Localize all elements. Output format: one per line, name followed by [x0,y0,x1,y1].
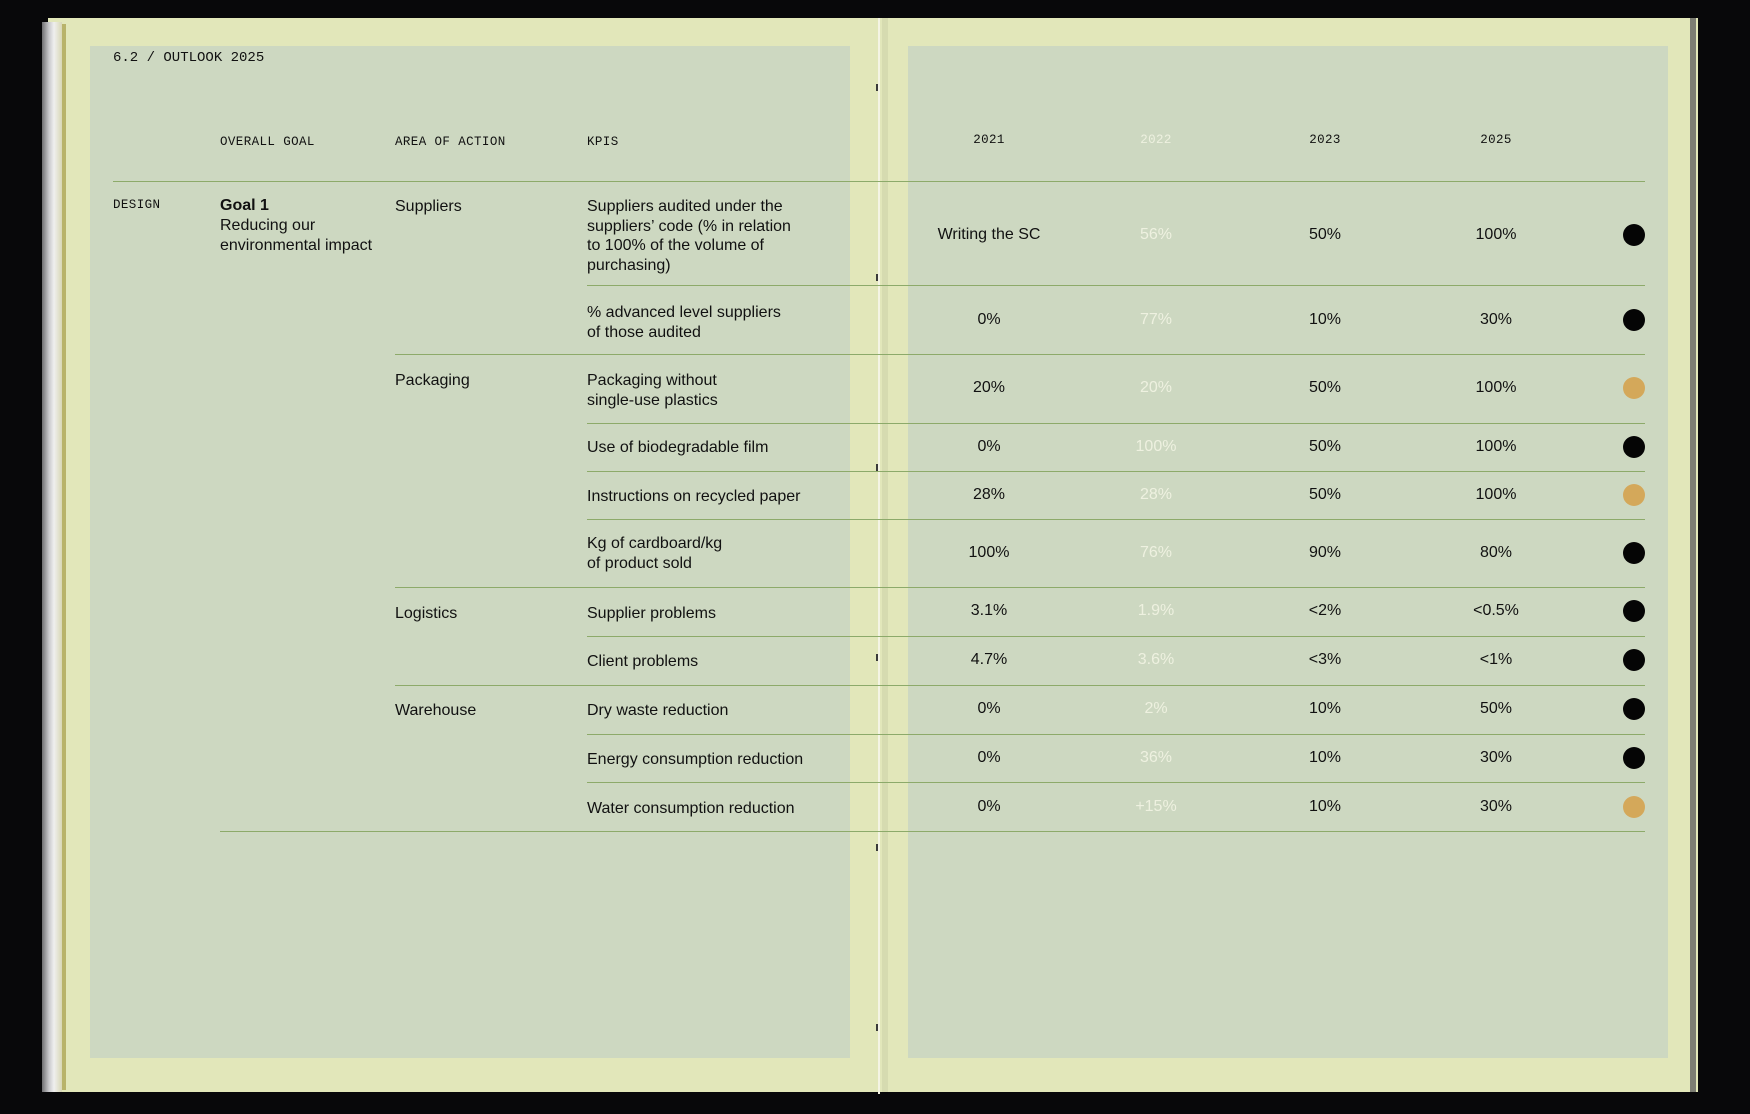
kpi-label: Dry waste reduction [587,702,729,719]
value-2023: 50% [1308,438,1342,455]
row-separator [587,471,1645,472]
status-dot [1623,747,1645,769]
book-spine [42,22,62,1092]
status-dot [1623,436,1645,458]
row-separator [587,519,1645,520]
value-2021: 0% [977,438,1001,455]
kpi-label: Water consumption reduction [587,800,795,817]
value-2021: 0% [977,798,1001,815]
value-2023: 90% [1308,544,1342,561]
kpi-label: Packaging without single-use plastics [587,372,718,409]
header-year-2025: 2025 [1480,133,1512,147]
goal-description: Reducing our environmental impact [220,217,373,254]
status-dot [1623,377,1645,399]
value-2021: Writing the SC [937,226,1041,243]
status-dot [1623,796,1645,818]
row-separator [587,285,1645,286]
status-dot [1623,698,1645,720]
value-2021: 3.1% [970,602,1008,619]
value-2023: 10% [1308,798,1342,815]
binding-stitch [876,274,878,281]
value-2021: 0% [977,700,1001,717]
value-2023: 50% [1308,226,1342,243]
value-2022: 28% [1139,486,1173,503]
area-suppliers: Suppliers [395,198,462,215]
status-dot [1623,309,1645,331]
value-2025: 100% [1475,438,1517,455]
row-separator [395,685,1645,686]
value-2021: 4.7% [970,651,1008,668]
status-dot [1623,224,1645,246]
section-label: 6.2 / OUTLOOK 2025 [113,50,265,66]
page-edge-left [62,24,66,1090]
kpi-label: Use of biodegradable film [587,439,769,456]
value-2025: 50% [1479,700,1513,717]
area-logistics: Logistics [395,605,458,622]
value-2025: 100% [1475,486,1517,503]
area-packaging: Packaging [395,372,470,389]
header-year-2021: 2021 [973,133,1005,147]
binding-stitch [876,84,878,91]
row-separator [395,354,1645,355]
value-2022: 56% [1139,226,1173,243]
goal-title: Goal 1 [220,197,269,214]
kpi-label: Suppliers audited under the suppliers’ code (% in relation to 100% of the volume of purchasing) [587,198,791,274]
value-2025: 80% [1479,544,1513,561]
area-warehouse: Warehouse [395,702,477,719]
row-separator [587,734,1645,735]
value-2023: 50% [1308,486,1342,503]
value-2025: 30% [1479,749,1513,766]
book-gutter-shadow [882,18,888,1094]
value-2021: 20% [972,379,1006,396]
status-dot [1623,484,1645,506]
value-2023: <2% [1308,602,1342,619]
kpi-label: % advanced level suppliers of those audited [587,304,781,341]
binding-stitch [876,464,878,471]
value-2022: 20% [1139,379,1173,396]
value-2022: 76% [1139,544,1173,561]
value-2022: 3.6% [1137,651,1175,668]
value-2021: 0% [977,749,1001,766]
row-separator [395,587,1645,588]
value-2025: <0.5% [1473,602,1519,619]
value-2022: 2% [1144,700,1168,717]
header-kpis: KPIS [587,135,619,149]
value-2025: 30% [1479,798,1513,815]
value-2021: 100% [968,544,1010,561]
value-2025: 30% [1479,311,1513,328]
binding-stitch [876,844,878,851]
value-2023: 50% [1308,379,1342,396]
value-2022: 77% [1139,311,1173,328]
header-area-of-action: AREA OF ACTION [395,135,506,149]
value-2023: 10% [1308,749,1342,766]
kpi-label: Energy consumption reduction [587,751,804,768]
value-2021: 28% [972,486,1006,503]
kpi-label: Client problems [587,653,699,670]
kpi-label: Supplier problems [587,605,716,622]
kpi-label: Kg of cardboard/kg of product sold [587,535,723,572]
row-separator [587,782,1645,783]
row-separator [220,831,1645,832]
value-2023: 10% [1308,311,1342,328]
header-rule [113,181,1645,182]
category-label: DESIGN [113,198,161,212]
header-overall-goal: OVERALL GOAL [220,135,315,149]
value-2022: 36% [1139,749,1173,766]
value-2022: 1.9% [1137,602,1175,619]
binding-stitch [876,654,878,661]
value-2021: 0% [977,311,1001,328]
header-year-2023: 2023 [1309,133,1341,147]
kpi-label: Instructions on recycled paper [587,488,801,505]
book-gutter [878,18,880,1094]
page-edge-right [1690,18,1696,1092]
value-2023: <3% [1308,651,1342,668]
status-dot [1623,649,1645,671]
value-2025: 100% [1475,379,1517,396]
header-year-2022: 2022 [1140,133,1172,147]
value-2025: 100% [1475,226,1517,243]
row-separator [587,423,1645,424]
value-2023: 10% [1308,700,1342,717]
value-2022: 100% [1135,438,1177,455]
binding-stitch [876,1024,878,1031]
value-2022: +15% [1135,798,1177,815]
row-separator [587,636,1645,637]
status-dot [1623,542,1645,564]
status-dot [1623,600,1645,622]
value-2025: <1% [1479,651,1513,668]
